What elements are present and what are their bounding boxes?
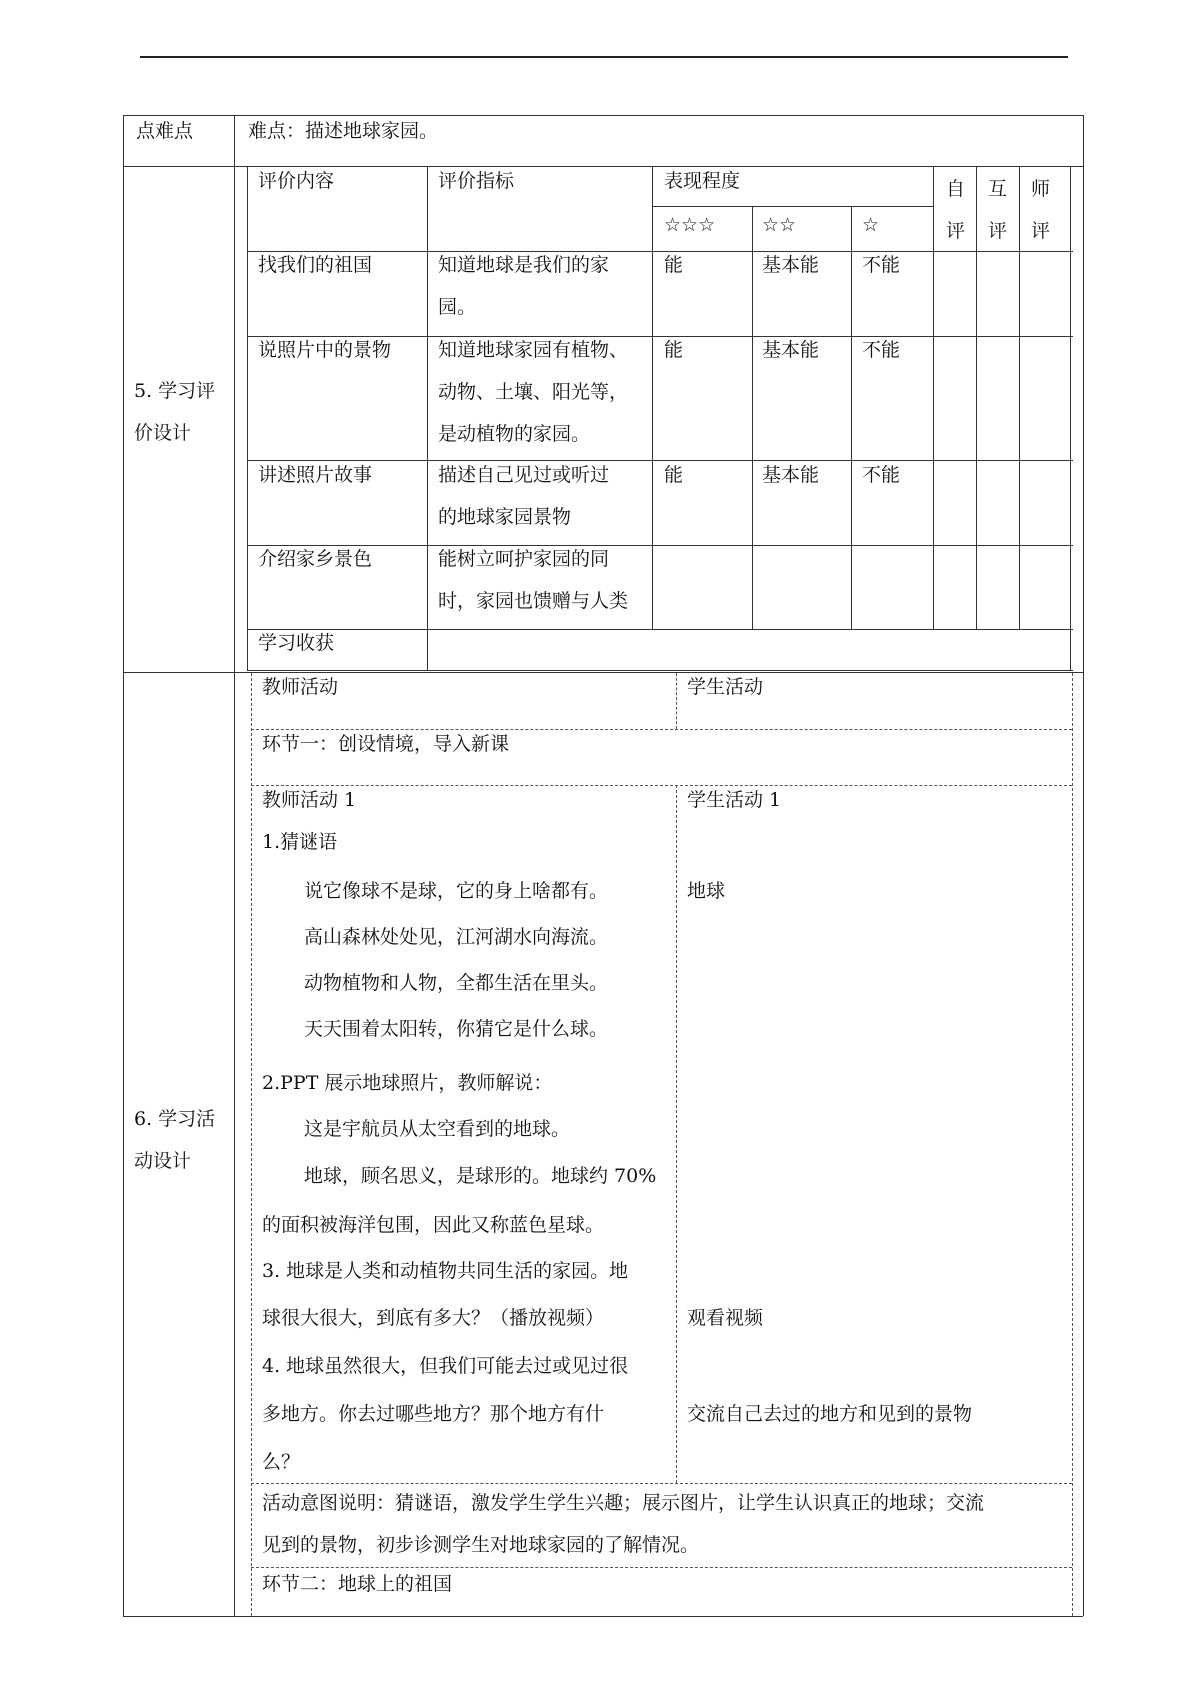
header-self-line-1: 自 bbox=[946, 178, 966, 200]
student1-answer-3: 交流自己去过的地方和见到的景物 bbox=[687, 1403, 973, 1425]
activity-line-stage1 bbox=[251, 785, 1072, 786]
activity-grid-left bbox=[251, 673, 252, 1616]
eval-row-line-3 bbox=[247, 460, 1073, 461]
activity-line-header bbox=[251, 729, 1072, 730]
eval-col-peer-divider bbox=[976, 166, 977, 629]
header-indicator: 评价指标 bbox=[438, 170, 515, 192]
eval-col-right bbox=[1070, 166, 1071, 670]
row-divider-2 bbox=[123, 672, 1083, 673]
row4-indicator-line-2: 时，家园也馈赠与人类 bbox=[438, 590, 629, 612]
table-left-border bbox=[123, 115, 124, 1616]
row3-level-2: 基本能 bbox=[762, 464, 820, 486]
eval-grid-top bbox=[247, 166, 1073, 167]
teacher1-line-1: 1.猜谜语 bbox=[262, 831, 338, 853]
row3-indicator-line-1: 描述自己见过或听过 bbox=[438, 464, 610, 486]
header-teacher-line-2: 评 bbox=[1031, 220, 1051, 242]
row1-indicator-line-1: 知道地球是我们的家 bbox=[438, 254, 610, 276]
header-teacher-eval bbox=[1031, 168, 1050, 252]
activity-section-label bbox=[134, 1098, 215, 1182]
row3-level-1: 不能 bbox=[862, 464, 901, 486]
header-content: 评价内容 bbox=[258, 170, 335, 192]
student-activity-1-title: 学生活动 1 bbox=[687, 789, 782, 811]
table-top-border bbox=[123, 115, 1083, 116]
activity-column-divider-top bbox=[676, 673, 677, 729]
row3-indicator-line-2: 的地球家园景物 bbox=[438, 506, 572, 528]
eval-label-line-2: 价设计 bbox=[134, 422, 192, 444]
activity-line-intent-end bbox=[251, 1567, 1072, 1568]
header-self-eval bbox=[946, 168, 965, 252]
row1-indicator bbox=[438, 244, 609, 328]
header-stars-2: ☆☆ bbox=[762, 214, 797, 236]
teacher1-line-7: 这是宇航员从太空看到的地球。 bbox=[304, 1118, 571, 1140]
teacher1-line-10: 3. 地球是人类和动植物共同生活的家园。地 bbox=[262, 1260, 629, 1282]
top-row-content: 难点：描述地球家园。 bbox=[248, 120, 439, 142]
row4-content: 介绍家乡景色 bbox=[258, 548, 373, 570]
eval-col-indicator-divider bbox=[652, 166, 653, 629]
student1-answer-1: 地球 bbox=[687, 880, 726, 902]
harvest-label: 学习收获 bbox=[258, 632, 335, 654]
eval-grid-bottom bbox=[247, 670, 1073, 671]
stage2-title: 环节二：地球上的祖国 bbox=[262, 1573, 453, 1595]
header-rule bbox=[140, 56, 1068, 58]
student1-answer-2: 观看视频 bbox=[687, 1307, 764, 1329]
row1-level-2: 基本能 bbox=[762, 254, 820, 276]
row2-level-1: 不能 bbox=[862, 339, 901, 361]
row2-indicator-line-1: 知道地球家园有植物、 bbox=[438, 339, 629, 361]
row3-indicator bbox=[438, 454, 609, 538]
header-stars-3: ☆☆☆ bbox=[664, 214, 716, 236]
teacher-activity-1-title: 教师活动 1 bbox=[262, 789, 357, 811]
eval-col-stars1-divider bbox=[851, 206, 852, 629]
eval-col-left bbox=[247, 166, 248, 670]
row2-indicator bbox=[438, 329, 628, 455]
teacher1-line-5: 天天围着太阳转，你猜它是什么球。 bbox=[304, 1018, 609, 1040]
teacher1-line-14: 么？ bbox=[262, 1451, 301, 1473]
header-peer-eval bbox=[988, 168, 1007, 252]
eval-sub-header-line bbox=[652, 206, 933, 207]
row3-content: 讲述照片故事 bbox=[258, 464, 373, 486]
table-bottom-border bbox=[123, 1616, 1083, 1617]
teacher1-line-6: 2.PPT 展示地球照片，教师解说： bbox=[262, 1072, 553, 1094]
header-self-line-2: 评 bbox=[946, 220, 966, 242]
teacher1-line-9: 的面积被海洋包围，因此又称蓝色星球。 bbox=[262, 1214, 605, 1236]
row2-level-3: 能 bbox=[664, 339, 684, 361]
eval-col-stars2-divider bbox=[752, 206, 753, 629]
teacher1-line-13: 多地方。你去过哪些地方？那个地方有什 bbox=[262, 1403, 605, 1425]
row1-level-1: 不能 bbox=[862, 254, 901, 276]
activity-grid-right bbox=[1072, 673, 1073, 1616]
header-peer-line-2: 评 bbox=[988, 220, 1008, 242]
intent-line-2: 见到的景物，初步诊测学生对地球家园的了解情况。 bbox=[262, 1534, 700, 1556]
student-activity-header: 学生活动 bbox=[687, 676, 764, 698]
row4-indicator bbox=[438, 538, 628, 622]
activity-label-line-2: 动设计 bbox=[134, 1150, 192, 1172]
eval-col-self-divider bbox=[933, 166, 934, 629]
stage1-title: 环节一：创设情境，导入新课 bbox=[262, 733, 510, 755]
teacher1-line-12: 4. 地球虽然很大，但我们可能去过或见过很 bbox=[262, 1355, 629, 1377]
activity-column-divider-main bbox=[676, 785, 677, 1483]
header-peer-line-1: 互 bbox=[988, 178, 1008, 200]
teacher1-line-3: 高山森林处处见，江河湖水向海流。 bbox=[304, 926, 609, 948]
row2-indicator-line-2: 动物、土壤、阳光等， bbox=[438, 381, 629, 403]
row2-content: 说照片中的景物 bbox=[258, 339, 392, 361]
row1-indicator-line-2: 园。 bbox=[438, 296, 477, 318]
teacher1-line-4: 动物植物和人物，全都生活在里头。 bbox=[304, 972, 609, 994]
table-right-border bbox=[1083, 115, 1084, 1616]
top-row-label: 点难点 bbox=[136, 120, 194, 142]
eval-col-teacher-divider bbox=[1019, 166, 1020, 629]
header-teacher-line-1: 师 bbox=[1031, 178, 1051, 200]
teacher-activity-header: 教师活动 bbox=[262, 676, 339, 698]
eval-label-line-1: 5. 学习评 bbox=[134, 380, 216, 402]
row1-content: 找我们的祖国 bbox=[258, 254, 373, 276]
row4-indicator-line-1: 能树立呵护家园的同 bbox=[438, 548, 610, 570]
header-stars-1: ☆ bbox=[862, 214, 880, 236]
row2-indicator-line-3: 是动植物的家园。 bbox=[438, 423, 591, 445]
eval-row-line-5 bbox=[247, 629, 1073, 630]
eval-col-content-divider bbox=[427, 166, 428, 670]
intent-line-1: 活动意图说明：猜谜语，激发学生学生兴趣；展示图片，让学生认识真正的地球；交流 bbox=[262, 1492, 985, 1514]
activity-label-line-1: 6. 学习活 bbox=[134, 1108, 216, 1130]
header-performance: 表现程度 bbox=[664, 170, 741, 192]
eval-section-label bbox=[134, 370, 215, 454]
label-column-divider bbox=[234, 115, 235, 1616]
row3-level-3: 能 bbox=[664, 464, 684, 486]
row2-level-2: 基本能 bbox=[762, 339, 820, 361]
row1-level-3: 能 bbox=[664, 254, 684, 276]
teacher1-line-8: 地球，顾名思义，是球形的。地球约 70% bbox=[304, 1165, 657, 1187]
activity-line-content-end bbox=[251, 1483, 1072, 1484]
teacher1-line-2: 说它像球不是球，它的身上啥都有。 bbox=[304, 880, 609, 902]
teacher1-line-11: 球很大很大，到底有多大？（播放视频） bbox=[262, 1307, 605, 1329]
